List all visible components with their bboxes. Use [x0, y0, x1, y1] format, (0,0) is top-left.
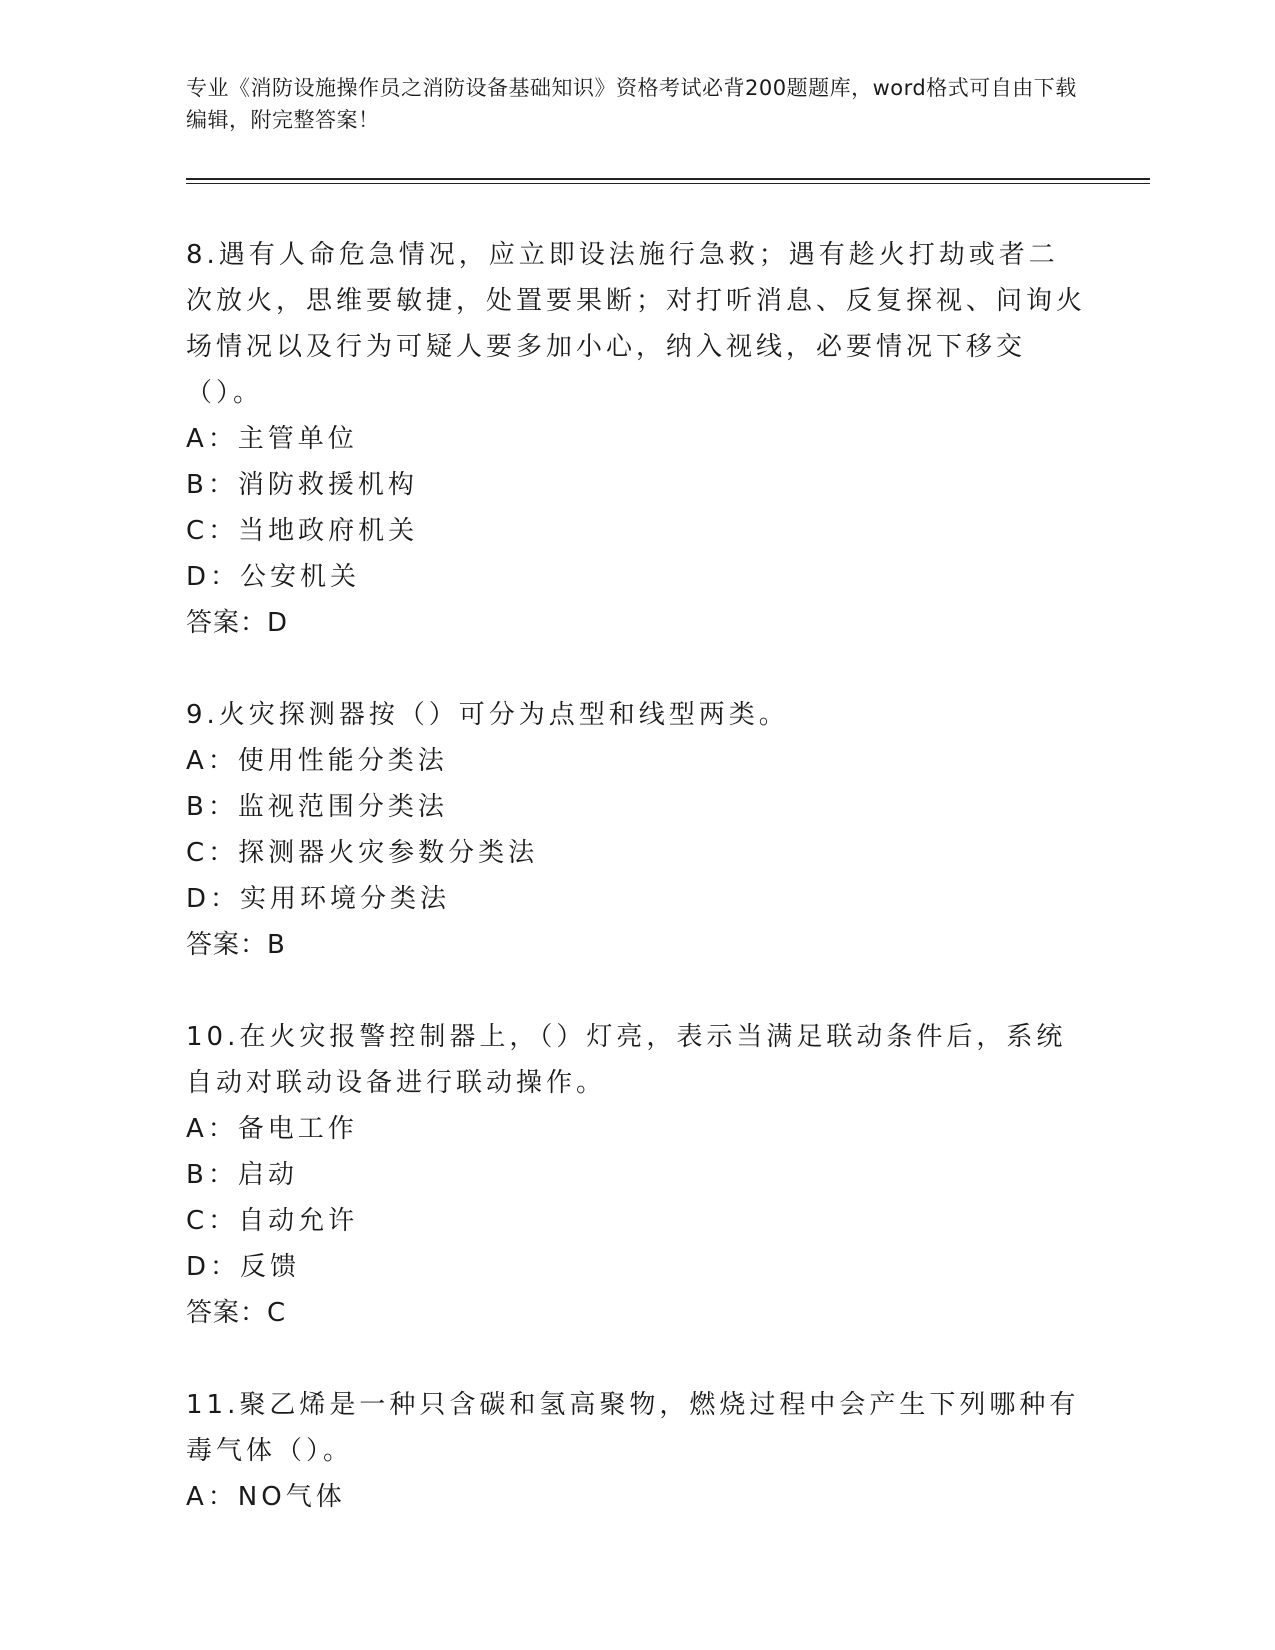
answer-line: 答案：B [186, 930, 286, 960]
question-list [186, 232, 1086, 1566]
option-b: B：监视范围分类法 [186, 792, 448, 822]
option-c: C：当地政府机关 [186, 516, 419, 546]
option-d: D：实用环境分类法 [186, 884, 451, 914]
option-a: A：备电工作 [186, 1114, 358, 1144]
question-9 [186, 692, 1086, 968]
option-d: D：公安机关 [186, 562, 361, 592]
answer-line: 答案：C [186, 1298, 287, 1328]
question-11 [186, 1382, 1086, 1520]
header-divider-thick [186, 178, 1150, 180]
question-stem: 10.在火灾报警控制器上，（）灯亮，表示当满足联动条件后，系统自动对联动设备进行联动操作。 [186, 1022, 1067, 1098]
option-c: C：探测器火灾参数分类法 [186, 838, 539, 868]
question-stem: 9.火灾探测器按（）可分为点型和线型两类。 [186, 700, 789, 730]
question-8 [186, 232, 1086, 646]
option-a: A：使用性能分类法 [186, 746, 448, 776]
option-a: A：NO气体 [186, 1482, 346, 1512]
question-stem: 8.遇有人命危急情况，应立即设法施行急救；遇有趁火打劫或者二次放火，思维要敏捷，处置要果断；对打听消息、反复探视、问询火场情况以及行为可疑人要多加小心，纳入视线，必要情况下移交（）。 [186, 240, 1087, 408]
document-header: 专业《消防设施操作员之消防设备基础知识》资格考试必背200题题库，word格式可自由下载编辑，附完整答案！ [186, 76, 1077, 132]
option-b: B：启动 [186, 1160, 298, 1190]
option-c: C：自动允许 [186, 1206, 359, 1236]
option-b: B：消防救援机构 [186, 470, 418, 500]
option-a: A：主管单位 [186, 424, 358, 454]
header-divider-thin [186, 183, 1150, 184]
answer-line: 答案：D [186, 608, 289, 638]
question-stem: 11.聚乙烯是一种只含碳和氢高聚物，燃烧过程中会产生下列哪种有毒气体（）。 [186, 1390, 1080, 1466]
option-d: D：反馈 [186, 1252, 301, 1282]
question-10 [186, 1014, 1086, 1336]
